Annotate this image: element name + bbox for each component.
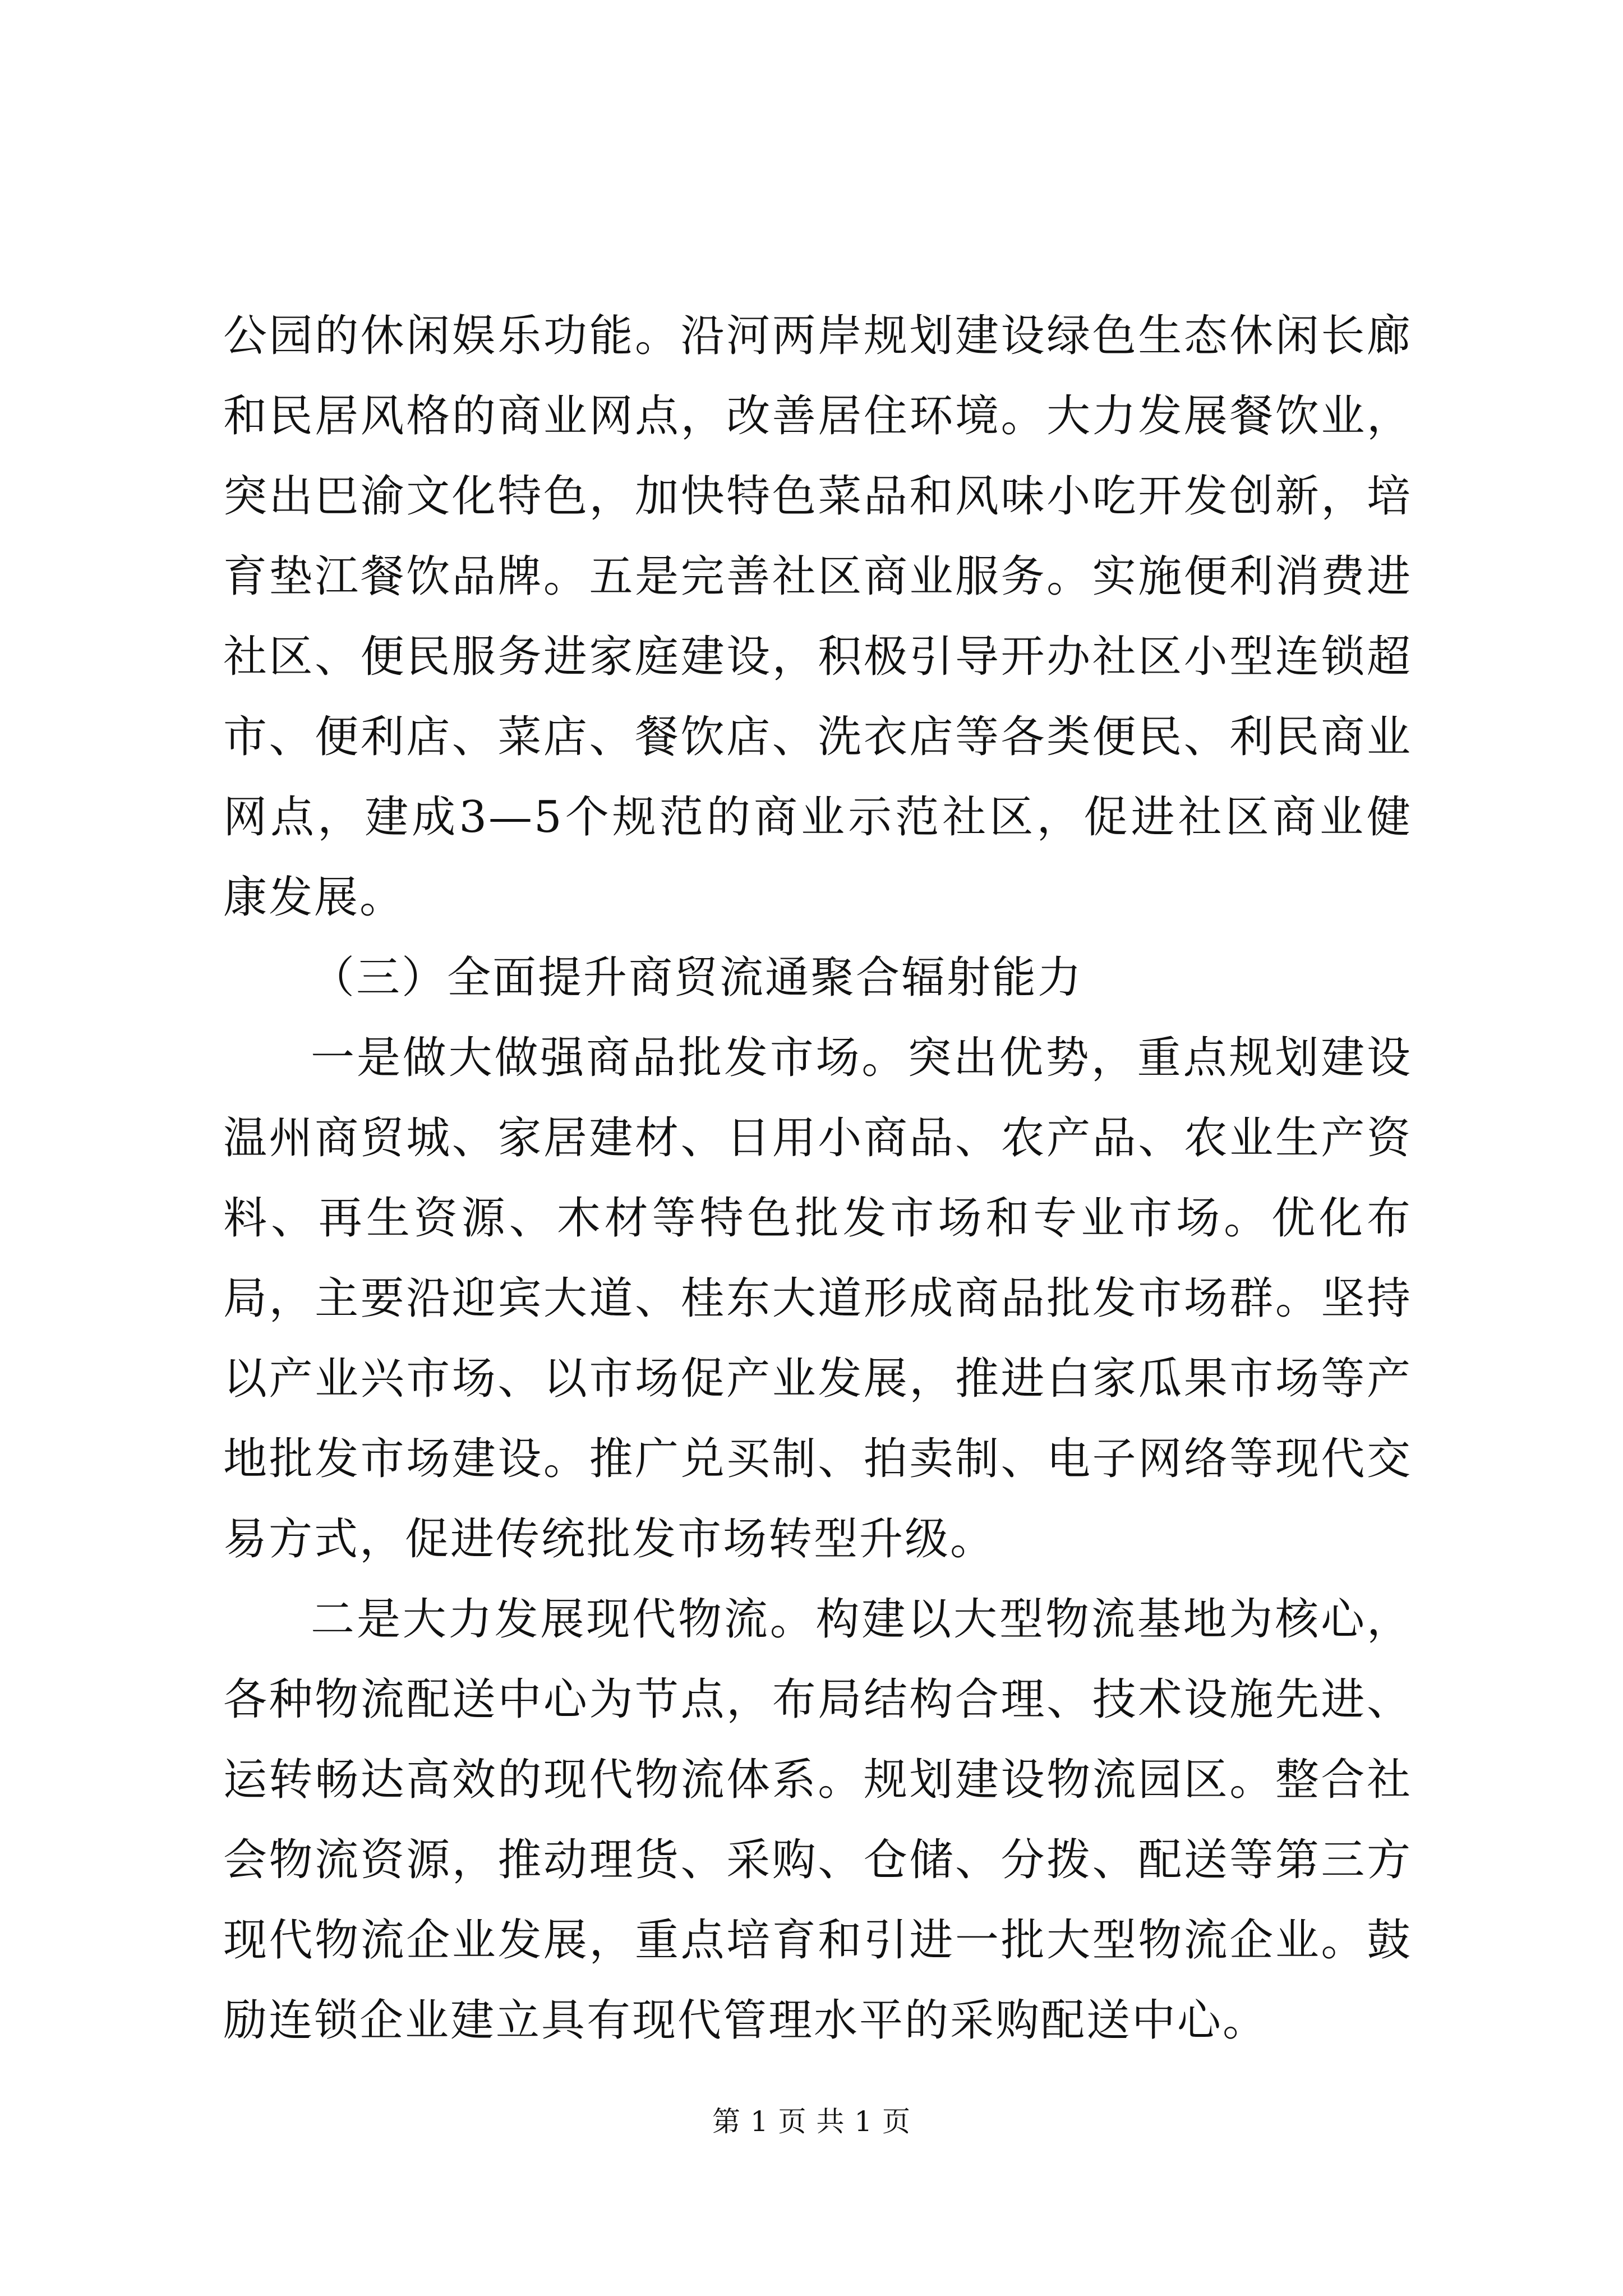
paragraph-continuation: 公园的休闲娱乐功能。沿河两岸规划建设绿色生态休闲长廊和民居风格的商业网点，改善居住环境。大力发展餐饮业，突出巴渝文化特色，加快特色菜品和风味小吃开发创新，培育垫江餐饮品牌。五是完善社区商业服务。实施便利消费进社区、便民服务进家庭建设，积极引导开办社区小型连锁超市、便利店、菜店、餐饮店、洗衣店等各类便民、利民商业网点，建成3—5个规范的商业示范社区，促进社区商业健康发展。 — [223, 311, 1412, 923]
section-heading: （三）全面提升商贸流通聚合辐射能力 — [311, 953, 1083, 1003]
page-footer: 第 1 页 共 1 页 — [712, 2105, 911, 2138]
document-body — [223, 296, 1412, 2061]
paragraph-wholesale-markets: 一是做大做强商品批发市场。突出优势，重点规划建设温州商贸城、家居建材、日用小商品、农产品、农业生产资料、再生资源、木材等特色批发市场和专业市场。优化布局，主要沿迎宾大道、桂东大道形成商品批发市场群。坚持以产业兴市场、以市场促产业发展，推进白家瓜果市场等产地批发市场建设。推广兑买制、拍卖制、电子网络等现代交易方式，促进传统批发市场转型升级。 — [223, 1033, 1412, 1565]
paragraph-modern-logistics: 二是大力发展现代物流。构建以大型物流基地为核心，各种物流配送中心为节点，布局结构合理、技术设施先进、运转畅达高效的现代物流体系。规划建设物流园区。整合社会物流资源，推动理货、采购、仓储、分拨、配送等第三方现代物流企业发展，重点培育和引进一批大型物流企业。鼓励连锁企业建立具有现代管理水平的采购配送中心。 — [223, 1594, 1412, 2046]
